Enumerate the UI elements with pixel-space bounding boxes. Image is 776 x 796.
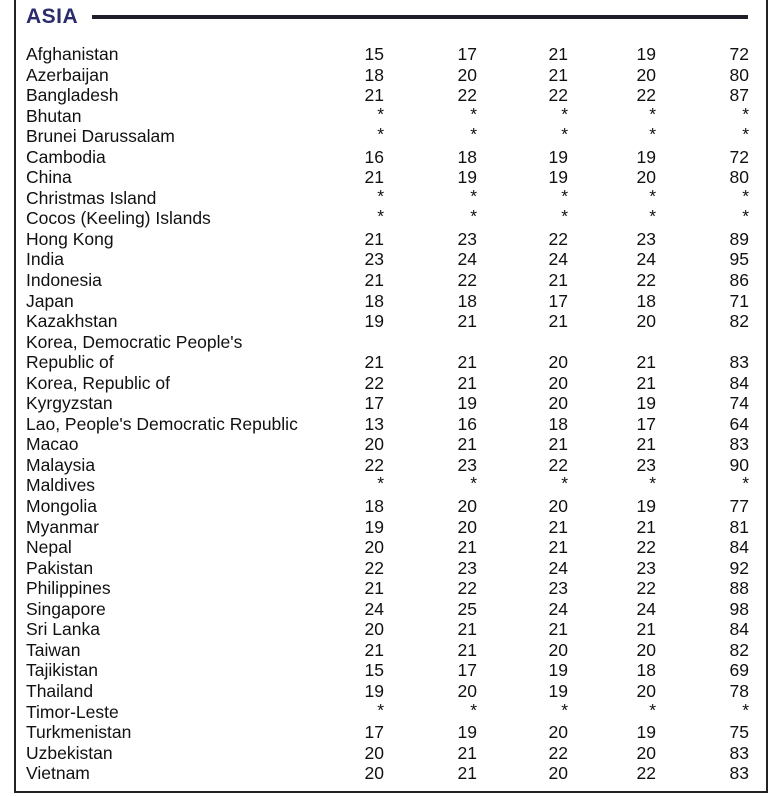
value-cell: 19 (457, 393, 477, 414)
table-row (26, 763, 750, 784)
value-cell: 72 (729, 44, 749, 64)
country-name: Nepal (26, 537, 72, 558)
value-cell: 19 (548, 167, 568, 188)
value-cell: 20 (364, 619, 384, 640)
country-name: Turkmenistan (26, 722, 132, 743)
value-cell: 18 (457, 146, 477, 167)
value-cell: 19 (636, 393, 656, 414)
value-cell: 21 (457, 763, 477, 784)
value-cell: 19 (636, 496, 656, 517)
table-row (26, 722, 750, 743)
table-row (26, 373, 750, 394)
value-cell: 15 (364, 44, 384, 64)
value-cell: * (561, 124, 568, 145)
value-cell: 78 (729, 680, 749, 701)
table-row (26, 537, 750, 558)
value-cell: * (742, 124, 749, 145)
table-row (26, 475, 750, 496)
value-cell: 21 (457, 742, 477, 763)
country-name: Korea, Democratic People's (26, 331, 243, 352)
value-cell: 18 (548, 413, 568, 434)
value-cell: * (377, 473, 384, 494)
value-cell: 23 (457, 454, 477, 475)
value-cell: 24 (548, 249, 568, 270)
country-name: Macao (26, 434, 79, 455)
value-cell: * (470, 124, 477, 145)
value-cell: 81 (729, 516, 749, 537)
value-cell: 19 (636, 722, 656, 743)
value-cell: 75 (729, 722, 749, 743)
value-cell: * (742, 473, 749, 494)
value-cell: * (470, 103, 477, 124)
value-cell: * (377, 185, 384, 206)
value-cell: 20 (548, 722, 568, 743)
value-cell: 20 (548, 639, 568, 660)
value-cell: 64 (729, 413, 749, 434)
country-name: Brunei Darussalam (26, 126, 175, 147)
value-cell: 20 (636, 167, 656, 188)
value-cell: 20 (636, 680, 656, 701)
value-cell: 20 (548, 372, 568, 393)
table-row (26, 517, 750, 538)
country-name: Japan (26, 290, 74, 311)
value-cell: * (470, 206, 477, 227)
value-cell: 80 (729, 167, 749, 188)
value-cell: 21 (636, 619, 656, 640)
value-cell: 17 (636, 413, 656, 434)
value-cell: 69 (729, 660, 749, 681)
table-row (26, 126, 750, 147)
country-name: Lao, People's Democratic Republic (26, 413, 298, 434)
value-cell: * (470, 699, 477, 720)
country-name: China (26, 167, 72, 188)
header-rule (92, 15, 748, 19)
value-cell: 22 (636, 578, 656, 599)
country-name: Bangladesh (26, 85, 119, 106)
country-name: India (26, 249, 64, 270)
value-cell: 21 (364, 639, 384, 660)
value-cell: 23 (457, 557, 477, 578)
value-cell: 21 (457, 311, 477, 332)
table-row (26, 85, 750, 106)
table-row (26, 699, 750, 723)
country-name: Thailand (26, 680, 94, 701)
country-name: Malaysia (26, 454, 96, 475)
value-cell: 20 (548, 393, 568, 414)
value-cell: * (649, 103, 656, 124)
value-cell: 21 (548, 311, 568, 332)
value-cell: 20 (364, 537, 384, 558)
value-cell: 13 (364, 413, 384, 434)
value-cell: * (561, 206, 568, 227)
value-cell: * (377, 103, 384, 124)
value-cell: 21 (636, 372, 656, 393)
table-row (26, 619, 750, 640)
value-cell: * (649, 206, 656, 227)
table-row (26, 291, 750, 312)
table-row (26, 578, 750, 599)
value-cell: * (649, 185, 656, 206)
value-cell: 21 (457, 352, 477, 373)
value-cell: 19 (548, 660, 568, 681)
country-name: Republic of (26, 352, 114, 373)
table-row (26, 249, 750, 270)
table-row (26, 208, 750, 229)
value-cell: 22 (548, 85, 568, 106)
value-cell: * (470, 473, 477, 494)
value-cell: 21 (548, 64, 568, 85)
value-cell: 23 (364, 249, 384, 270)
value-cell: 19 (548, 680, 568, 701)
value-cell: 17 (548, 290, 568, 311)
value-cell: 24 (364, 598, 384, 619)
value-cell: 22 (548, 228, 568, 249)
value-cell: * (561, 185, 568, 206)
value-cell: * (377, 699, 384, 720)
value-cell: * (649, 699, 656, 720)
value-cell: 80 (729, 64, 749, 85)
value-cell: 21 (364, 228, 384, 249)
value-cell: 82 (729, 311, 749, 332)
country-name: Indonesia (26, 270, 102, 291)
value-cell: 23 (457, 228, 477, 249)
table-row (26, 434, 750, 455)
value-cell: 21 (548, 516, 568, 537)
value-cell: 21 (548, 537, 568, 558)
value-cell: 23 (636, 228, 656, 249)
country-name: Pakistan (26, 557, 94, 578)
value-cell: * (742, 185, 749, 206)
value-cell: 21 (636, 352, 656, 373)
value-cell: 22 (364, 557, 384, 578)
table-row (26, 660, 750, 681)
country-name: Tajikistan (26, 660, 98, 681)
table-row (26, 311, 750, 332)
table-row (26, 65, 750, 86)
scores-table (26, 44, 750, 784)
value-cell: 84 (729, 537, 749, 558)
value-cell: 21 (364, 167, 384, 188)
value-cell: 24 (457, 249, 477, 270)
value-cell: 20 (636, 639, 656, 660)
value-cell: 21 (364, 352, 384, 373)
value-cell: 21 (364, 85, 384, 106)
table-row (26, 558, 750, 579)
table-row (26, 185, 750, 209)
value-cell: 20 (636, 742, 656, 763)
value-cell: 24 (636, 598, 656, 619)
table-row (26, 414, 750, 435)
table-row (26, 599, 750, 620)
value-cell: 82 (729, 639, 749, 660)
value-cell: 18 (636, 290, 656, 311)
value-cell: 18 (636, 660, 656, 681)
value-cell: 20 (636, 311, 656, 332)
value-cell: 19 (457, 167, 477, 188)
value-cell: 21 (548, 619, 568, 640)
value-cell: 20 (548, 352, 568, 373)
country-name: Afghanistan (26, 44, 119, 64)
value-cell: 87 (729, 85, 749, 106)
value-cell: * (377, 124, 384, 145)
value-cell: 22 (457, 85, 477, 106)
value-cell: 20 (548, 496, 568, 517)
value-cell: 17 (457, 44, 477, 64)
table-row (26, 496, 750, 517)
value-cell: 24 (548, 557, 568, 578)
value-cell: 20 (457, 496, 477, 517)
value-cell: * (561, 103, 568, 124)
value-cell: * (470, 185, 477, 206)
value-cell: 21 (548, 44, 568, 64)
value-cell: 21 (636, 516, 656, 537)
country-name: Kyrgyzstan (26, 393, 113, 414)
country-name: Mongolia (26, 496, 98, 517)
value-cell: * (742, 103, 749, 124)
table-row (26, 270, 750, 291)
value-cell: 20 (636, 64, 656, 85)
country-name: Hong Kong (26, 228, 114, 249)
value-cell: * (649, 473, 656, 494)
value-cell: 19 (364, 680, 384, 701)
country-name: Timor-Leste (26, 701, 119, 722)
value-cell: * (561, 699, 568, 720)
value-cell: 83 (729, 742, 749, 763)
value-cell: 77 (729, 496, 749, 517)
value-cell: 19 (364, 311, 384, 332)
value-cell: 21 (636, 434, 656, 455)
value-cell: * (649, 124, 656, 145)
value-cell: 23 (548, 578, 568, 599)
value-cell: 21 (457, 619, 477, 640)
country-name: Sri Lanka (26, 619, 100, 640)
value-cell: 19 (364, 516, 384, 537)
table-row (26, 455, 750, 476)
value-cell: 95 (729, 249, 749, 270)
value-cell: 18 (364, 496, 384, 517)
value-cell: 21 (457, 639, 477, 660)
value-cell: 21 (457, 537, 477, 558)
value-cell: 20 (364, 763, 384, 784)
value-cell: 20 (457, 516, 477, 537)
country-name: Myanmar (26, 516, 99, 537)
country-name: Azerbaijan (26, 64, 109, 85)
table-row (26, 229, 750, 250)
value-cell: 19 (457, 722, 477, 743)
value-cell: 17 (457, 660, 477, 681)
country-name: Kazakhstan (26, 311, 118, 332)
value-cell: 17 (364, 393, 384, 414)
value-cell: 23 (636, 557, 656, 578)
value-cell: 15 (364, 660, 384, 681)
section-header (26, 4, 78, 30)
value-cell: 18 (364, 64, 384, 85)
table-row (26, 352, 750, 373)
country-name: Cambodia (26, 146, 106, 167)
value-cell: 16 (364, 146, 384, 167)
country-name: Bhutan (26, 105, 82, 126)
value-cell: 71 (729, 290, 749, 311)
value-cell: 98 (729, 598, 749, 619)
value-cell: 24 (636, 249, 656, 270)
table-row (26, 167, 750, 188)
value-cell: 18 (364, 290, 384, 311)
value-cell: 24 (548, 598, 568, 619)
value-cell: 18 (457, 290, 477, 311)
country-name: Maldives (26, 475, 96, 496)
value-cell: 22 (364, 372, 384, 393)
value-cell: 20 (457, 64, 477, 85)
country-name: Christmas Island (26, 187, 157, 208)
value-cell: 20 (364, 434, 384, 455)
value-cell: 19 (636, 44, 656, 64)
country-name: Korea, Republic of (26, 372, 170, 393)
country-name: Singapore (26, 598, 106, 619)
value-cell: 22 (548, 742, 568, 763)
value-cell: 21 (457, 434, 477, 455)
value-cell: 90 (729, 454, 749, 475)
value-cell: 22 (636, 763, 656, 784)
country-name: Philippines (26, 578, 111, 599)
value-cell: 22 (364, 454, 384, 475)
value-cell: 88 (729, 578, 749, 599)
country-name: Taiwan (26, 639, 81, 660)
country-name: Cocos (Keeling) Islands (26, 208, 211, 229)
value-cell: 21 (457, 372, 477, 393)
value-cell: 21 (364, 270, 384, 291)
value-cell: 21 (364, 578, 384, 599)
table-row (26, 147, 750, 168)
table-row (26, 44, 750, 65)
value-cell: 22 (636, 85, 656, 106)
value-cell: 22 (636, 537, 656, 558)
value-cell: 20 (548, 763, 568, 784)
value-cell: 84 (729, 619, 749, 640)
table-row (26, 743, 750, 764)
value-cell: 21 (548, 270, 568, 291)
value-cell: 19 (548, 146, 568, 167)
value-cell: * (377, 206, 384, 227)
table-row (26, 103, 750, 127)
value-cell: 83 (729, 434, 749, 455)
value-cell: * (742, 699, 749, 720)
value-cell: 83 (729, 352, 749, 373)
table-row (26, 640, 750, 661)
table-row (26, 681, 750, 702)
value-cell: 92 (729, 557, 749, 578)
value-cell: * (561, 473, 568, 494)
value-cell: 17 (364, 722, 384, 743)
country-name: Vietnam (26, 763, 90, 784)
country-name: Uzbekistan (26, 742, 113, 763)
table-row (26, 332, 750, 353)
value-cell: 20 (364, 742, 384, 763)
value-cell: 22 (457, 578, 477, 599)
value-cell: 86 (729, 270, 749, 291)
value-cell: 23 (636, 454, 656, 475)
value-cell: 89 (729, 228, 749, 249)
table-row (26, 393, 750, 414)
value-cell: 19 (636, 146, 656, 167)
value-cell: 16 (457, 413, 477, 434)
value-cell: 22 (457, 270, 477, 291)
value-cell: * (742, 206, 749, 227)
value-cell: 83 (729, 763, 749, 784)
value-cell: 21 (548, 434, 568, 455)
value-cell: 22 (548, 454, 568, 475)
value-cell: 22 (636, 270, 656, 291)
value-cell: 72 (729, 146, 749, 167)
value-cell: 25 (457, 598, 477, 619)
value-cell: 74 (729, 393, 749, 414)
value-cell: 20 (457, 680, 477, 701)
section-title: ASIA (26, 5, 79, 28)
value-cell: 84 (729, 372, 749, 393)
